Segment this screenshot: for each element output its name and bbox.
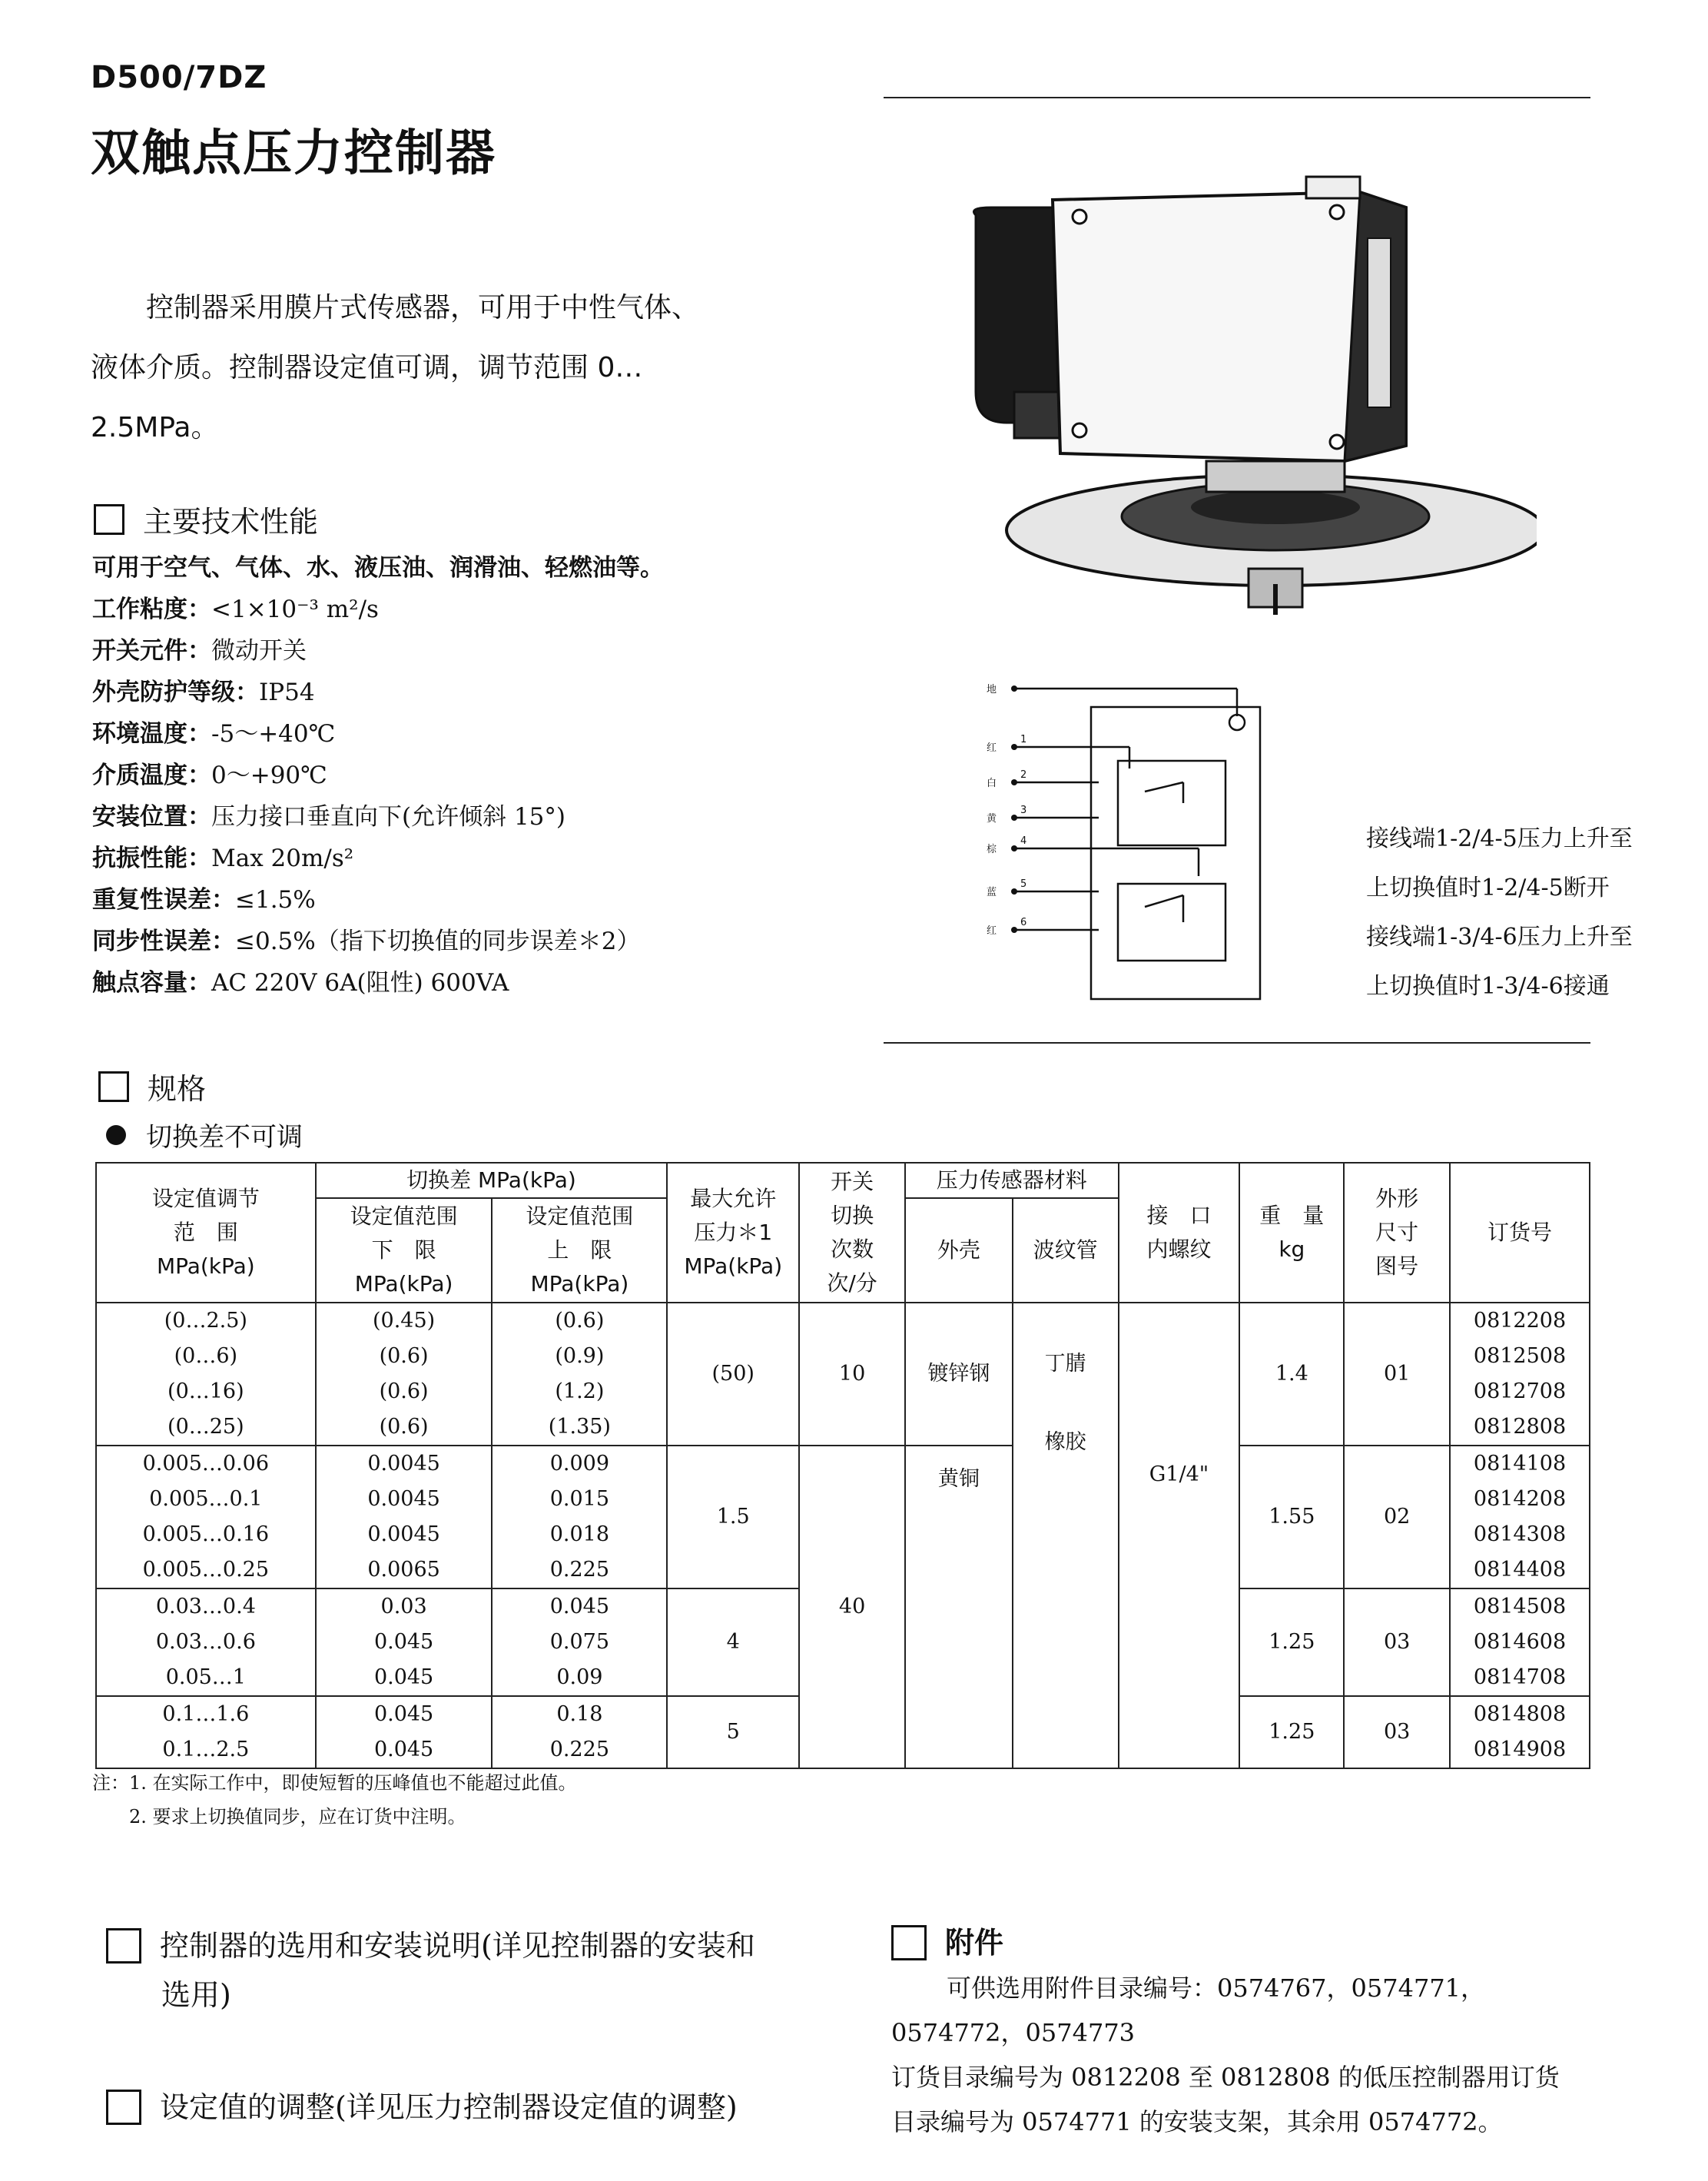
spec-line	[92, 879, 664, 921]
order-number-cell: 0814108	[1450, 1446, 1590, 1482]
accessories-line-2: 0574772，0574773	[891, 2018, 1136, 2047]
accessories-line-1: 可供选用附件目录编号：0574767，0574771，	[947, 1974, 1486, 2003]
tech-section-heading: 主要技术性能	[94, 498, 318, 540]
spec-label: 介质温度：	[92, 762, 211, 789]
terminal-number-3: 3	[1020, 805, 1027, 816]
spec-value: IP54	[259, 679, 315, 706]
cycles-cell: 10	[799, 1303, 905, 1446]
spec-line	[92, 796, 664, 838]
upper-limit-cell: 0.015	[492, 1482, 667, 1517]
spec-line	[92, 630, 664, 672]
bellows-line-2: 橡胶	[1044, 1430, 1086, 1454]
spec-line	[92, 547, 664, 589]
terminal-number-4: 4	[1020, 835, 1027, 847]
header-lower: 设定值范围 下 限 MPa(kPa)	[316, 1198, 493, 1303]
weight-cell: 1.25	[1239, 1588, 1344, 1696]
spec-section-heading: 规格	[98, 1065, 206, 1107]
spec-label: 外壳防护等级：	[92, 679, 259, 706]
lower-limit-cell: 0.03	[316, 1588, 493, 1625]
bellows-line-1: 丁腈	[1044, 1352, 1086, 1376]
order-number-cell: 0812208	[1450, 1303, 1590, 1339]
checkbox-icon	[891, 1925, 927, 1960]
checkbox-icon	[94, 504, 124, 535]
range-cell: 0.03…0.4	[96, 1588, 316, 1625]
dimension-cell: 02	[1344, 1446, 1450, 1588]
header-upper: 设定值范围 上 限 MPa(kPa)	[492, 1198, 667, 1303]
header-weight: 重 量 kg	[1239, 1163, 1344, 1303]
lower-limit-cell: 0.045	[316, 1625, 493, 1660]
terminal-number-5: 5	[1020, 878, 1027, 890]
header-port: 接 口 内螺纹	[1119, 1163, 1240, 1303]
range-cell: (0…16)	[96, 1374, 316, 1409]
range-cell: (0…6)	[96, 1339, 316, 1374]
dimension-cell: 03	[1344, 1588, 1450, 1696]
weight-cell: 1.4	[1239, 1303, 1344, 1446]
checkbox-icon	[106, 2090, 141, 2125]
order-number-cell: 0814508	[1450, 1588, 1590, 1625]
accessories-heading: 附件	[891, 1918, 1003, 1967]
order-number-cell: 0812508	[1450, 1339, 1590, 1374]
spec-line	[92, 713, 664, 755]
wire-label-5: 蓝	[987, 887, 997, 898]
intro-paragraph	[91, 278, 798, 458]
order-number-cell: 0814808	[1450, 1696, 1590, 1732]
range-cell: 0.1…1.6	[96, 1696, 316, 1732]
checkbox-icon	[98, 1071, 129, 1102]
lower-limit-cell: 0.0045	[316, 1517, 493, 1552]
order-number-cell: 0814908	[1450, 1732, 1590, 1768]
legend-line-4: 上切换值时1-3/4-6接通	[1366, 973, 1610, 1000]
terminal-number-1: 1	[1020, 734, 1027, 745]
range-cell: 0.05…1	[96, 1660, 316, 1696]
accessories-line-3: 订货目录编号为 0812208 至 0812808 的低压控制器用订货	[891, 2063, 1560, 2092]
setting-note: (详见压力控制器设定值的调整)	[335, 2090, 738, 2124]
wire-label-1: 红	[987, 742, 997, 754]
cycles-cell: 40	[799, 1446, 905, 1768]
weight-cell: 1.55	[1239, 1446, 1344, 1588]
port-cell: G1/4"	[1119, 1303, 1240, 1768]
spec-line	[92, 589, 664, 630]
lower-limit-cell: 0.0065	[316, 1552, 493, 1588]
order-number-cell: 0812808	[1450, 1409, 1590, 1446]
order-number-cell: 0814708	[1450, 1660, 1590, 1696]
upper-limit-cell: 0.18	[492, 1696, 667, 1732]
header-range: 设定值调节 范 围 MPa(kPa)	[96, 1163, 316, 1303]
upper-limit-cell: 0.09	[492, 1660, 667, 1696]
lower-limit-cell: 0.045	[316, 1660, 493, 1696]
spec-label: 开关元件：	[92, 637, 211, 665]
spec-value: ≤0.5%（指下切换值的同步误差＊2）	[235, 928, 641, 955]
housing-cell: 黄铜	[905, 1446, 1013, 1768]
spec-label: 可用于空气、气体、水、液压油、润滑油、轻燃油等。	[92, 554, 664, 582]
spec-value: ≤1.5%	[235, 886, 316, 914]
bullet-icon	[106, 1125, 126, 1145]
mid-divider	[884, 1042, 1590, 1044]
table-row	[96, 1446, 1590, 1482]
header-diff: 切换差 MPa(kPa)	[316, 1163, 668, 1198]
range-cell: (0…25)	[96, 1409, 316, 1446]
max-pressure-cell: 1.5	[667, 1446, 799, 1588]
range-cell: 0.005…0.1	[96, 1482, 316, 1517]
intro-line-3: 2.5MPa。	[91, 412, 219, 443]
header-dimension: 外形 尺寸 图号	[1344, 1163, 1450, 1303]
header-order: 订货号	[1450, 1163, 1590, 1303]
selection-heading: 控制器的选用和安装说明	[160, 1929, 482, 1963]
upper-limit-cell: 0.045	[492, 1588, 667, 1625]
spec-subheading: 切换差不可调	[106, 1116, 303, 1154]
range-cell: (0…2.5)	[96, 1303, 316, 1339]
range-cell: 0.005…0.25	[96, 1552, 316, 1588]
wire-label-6: 红	[987, 925, 997, 937]
lower-limit-cell: (0.6)	[316, 1409, 493, 1446]
setting-heading: 设定值的调整	[160, 2090, 336, 2124]
spec-value: 压力接口垂直向下(允许倾斜 15°)	[211, 803, 565, 831]
wire-label-3: 黄	[987, 813, 997, 825]
spec-label: 重复性误差：	[92, 886, 235, 914]
header-housing: 外壳	[905, 1198, 1013, 1303]
lower-limit-cell: 0.0045	[316, 1446, 493, 1482]
max-pressure-cell: (50)	[667, 1303, 799, 1446]
spec-value: AC 220V 6A(阻性) 600VA	[211, 969, 509, 997]
wiring-diagram	[976, 676, 1291, 1007]
legend-line-2: 上切换值时1-2/4-5断开	[1366, 875, 1610, 901]
max-pressure-cell: 4	[667, 1588, 799, 1696]
spec-label: 触点容量：	[92, 969, 211, 997]
selection-note: (详见控制器的安装和	[481, 1929, 755, 1963]
wire-label-ground: 地	[987, 684, 997, 695]
spec-table	[95, 1162, 1590, 1769]
lower-limit-cell: 0.045	[316, 1732, 493, 1768]
accessories-text	[891, 1966, 1644, 2144]
terminal-number-6: 6	[1020, 917, 1027, 928]
upper-limit-cell: 0.225	[492, 1552, 667, 1588]
spec-value: <1×10⁻³ m²/s	[211, 596, 379, 623]
range-cell: 0.005…0.06	[96, 1446, 316, 1482]
spec-value: 微动开关	[211, 637, 307, 665]
upper-limit-cell: 0.075	[492, 1625, 667, 1660]
table-row	[96, 1303, 1590, 1339]
selection-note-end: 选用)	[161, 1978, 231, 2012]
bellows-cell	[1013, 1303, 1119, 1768]
spec-line	[92, 755, 664, 796]
spec-line	[92, 962, 664, 1004]
wire-label-2: 白	[987, 778, 997, 789]
dimension-cell: 01	[1344, 1303, 1450, 1446]
upper-limit-cell: (0.6)	[492, 1303, 667, 1339]
dimension-cell: 03	[1344, 1696, 1450, 1768]
spec-value: 0～+90℃	[211, 762, 327, 789]
spec-label: 抗振性能：	[92, 845, 211, 872]
lower-limit-cell: (0.6)	[316, 1374, 493, 1409]
top-divider	[884, 97, 1590, 98]
upper-limit-cell: 0.009	[492, 1446, 667, 1482]
range-cell: 0.1…2.5	[96, 1732, 316, 1768]
legend-line-3: 接线端1-3/4-6压力上升至	[1366, 924, 1633, 951]
wiring-legend	[1366, 815, 1633, 1011]
order-number-cell: 0814308	[1450, 1517, 1590, 1552]
range-cell: 0.03…0.6	[96, 1625, 316, 1660]
table-notes	[92, 1766, 577, 1834]
weight-cell: 1.25	[1239, 1696, 1344, 1768]
note-2: 2. 要求上切换值同步，应在订货中注明。	[129, 1806, 466, 1827]
spec-label: 安装位置：	[92, 803, 211, 831]
intro-line-1: 控制器采用膜片式传感器，可用于中性气体、	[146, 292, 700, 324]
wire-label-4: 棕	[987, 844, 997, 855]
checkbox-icon	[106, 1928, 141, 1964]
selection-section	[106, 1921, 836, 2020]
upper-limit-cell: (1.2)	[492, 1374, 667, 1409]
order-number-cell: 0814408	[1450, 1552, 1590, 1588]
product-photo	[953, 169, 1537, 615]
header-bellows: 波纹管	[1013, 1198, 1119, 1303]
spec-label: 工作粘度：	[92, 596, 211, 623]
note-1: 注：1. 在实际工作中，即使短暂的压峰值也不能超过此值。	[92, 1772, 577, 1794]
spec-line	[92, 838, 664, 879]
lower-limit-cell: (0.45)	[316, 1303, 493, 1339]
header-material: 压力传感器材料	[905, 1163, 1119, 1198]
order-number-cell: 0812708	[1450, 1374, 1590, 1409]
lower-limit-cell: 0.0045	[316, 1482, 493, 1517]
header-max-pressure: 最大允许 压力＊1 MPa(kPa)	[667, 1163, 799, 1303]
spec-line	[92, 921, 664, 962]
page-title: 双触点压力控制器	[91, 125, 496, 182]
accessories-line-4: 目录编号为 0574771 的安装支架，其余用 0574772。	[891, 2107, 1503, 2136]
upper-limit-cell: (1.35)	[492, 1409, 667, 1446]
header-cycles: 开关 切换 次数 次/分	[799, 1163, 905, 1303]
lower-limit-cell: 0.045	[316, 1696, 493, 1732]
setting-section	[106, 2083, 738, 2132]
upper-limit-cell: 0.225	[492, 1732, 667, 1768]
upper-limit-cell: (0.9)	[492, 1339, 667, 1374]
order-number-cell: 0814208	[1450, 1482, 1590, 1517]
lower-limit-cell: (0.6)	[316, 1339, 493, 1374]
tech-spec-list	[92, 547, 664, 1004]
max-pressure-cell: 5	[667, 1696, 799, 1768]
upper-limit-cell: 0.018	[492, 1517, 667, 1552]
range-cell: 0.005…0.16	[96, 1517, 316, 1552]
housing-cell: 镀锌钢	[905, 1303, 1013, 1446]
spec-label: 环境温度：	[92, 720, 211, 748]
intro-line-2: 液体介质。控制器设定值可调，调节范围 0…	[91, 352, 643, 383]
model-number: D500/7DZ	[91, 60, 267, 95]
terminal-number-2: 2	[1020, 769, 1027, 781]
spec-value: -5～+40℃	[211, 720, 336, 748]
order-number-cell: 0814608	[1450, 1625, 1590, 1660]
legend-line-1: 接线端1-2/4-5压力上升至	[1366, 825, 1633, 852]
spec-label: 同步性误差：	[92, 928, 235, 955]
spec-value: Max 20m/s²	[211, 845, 354, 872]
spec-line	[92, 672, 664, 713]
terminal-block	[1306, 177, 1360, 198]
